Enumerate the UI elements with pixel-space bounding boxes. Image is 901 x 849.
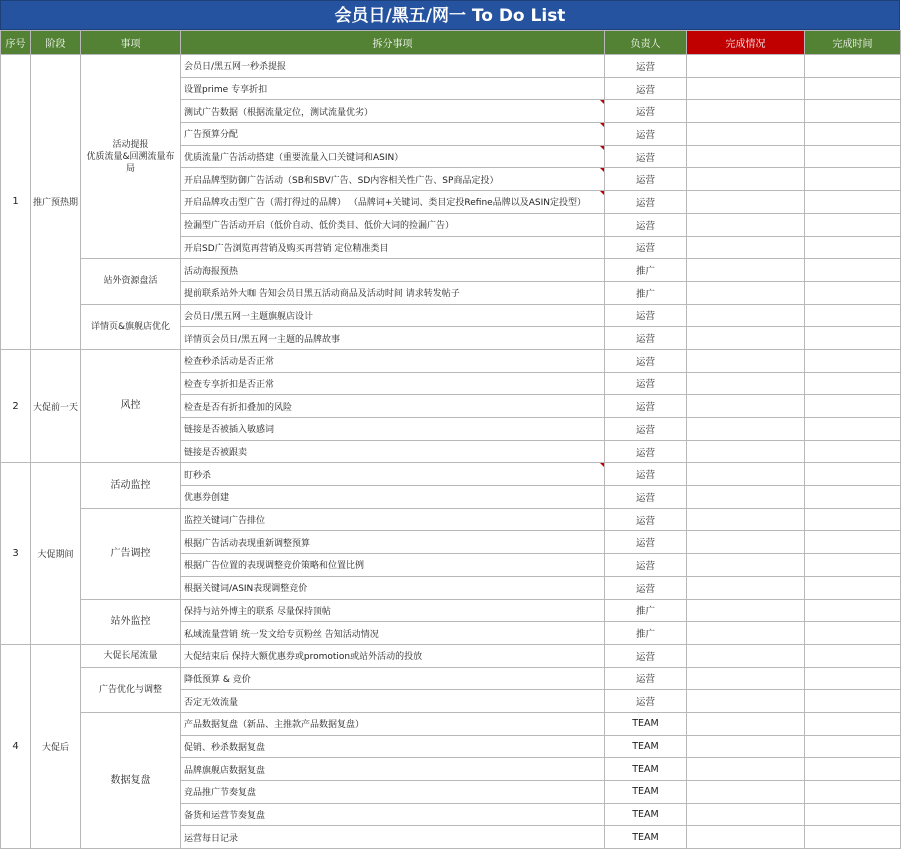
- task-owner[interactable]: 运营: [605, 236, 687, 259]
- task-owner[interactable]: 运营: [605, 349, 687, 372]
- task-owner[interactable]: 运营: [605, 304, 687, 327]
- status-cell[interactable]: [687, 168, 805, 191]
- status-cell[interactable]: [687, 826, 805, 849]
- task-text[interactable]: 开启品牌型防御广告活动（SB和SBV广告、SD内容相关性广告、SP商品定投）: [181, 168, 605, 191]
- status-cell[interactable]: [687, 123, 805, 146]
- table-row: [1, 304, 901, 327]
- task-text[interactable]: 详情页会员日/黑五网一主题的品牌故事: [181, 327, 605, 350]
- task-owner[interactable]: 运营: [605, 486, 687, 509]
- header-time: 完成时间: [805, 31, 901, 55]
- status-cell[interactable]: [687, 349, 805, 372]
- task-text[interactable]: 根据关键词/ASIN表现调整竞价: [181, 576, 605, 599]
- task-text[interactable]: 链接是否被插入敏感词: [181, 418, 605, 441]
- status-cell[interactable]: [687, 781, 805, 804]
- status-cell[interactable]: [687, 486, 805, 509]
- table-row: [1, 644, 901, 667]
- time-cell[interactable]: [805, 440, 901, 463]
- time-cell[interactable]: [805, 168, 901, 191]
- status-cell[interactable]: [687, 531, 805, 554]
- time-cell[interactable]: [805, 826, 901, 849]
- table-row: [1, 599, 901, 622]
- time-cell[interactable]: [805, 463, 901, 486]
- status-cell[interactable]: [687, 712, 805, 735]
- status-cell[interactable]: [687, 735, 805, 758]
- task-text[interactable]: 链接是否被跟卖: [181, 440, 605, 463]
- header-item: 事项: [81, 31, 181, 55]
- time-cell[interactable]: [805, 100, 901, 123]
- time-cell[interactable]: [805, 486, 901, 509]
- table-row: [1, 259, 901, 282]
- task-owner[interactable]: 运营: [605, 145, 687, 168]
- task-owner[interactable]: 运营: [605, 576, 687, 599]
- status-cell[interactable]: [687, 259, 805, 282]
- time-cell[interactable]: [805, 622, 901, 645]
- table-row: [1, 667, 901, 690]
- task-text[interactable]: 竞品推广节奏复盘: [181, 781, 605, 804]
- status-cell[interactable]: [687, 418, 805, 441]
- status-cell[interactable]: [687, 327, 805, 350]
- status-cell[interactable]: [687, 236, 805, 259]
- task-owner[interactable]: TEAM: [605, 735, 687, 758]
- task-owner[interactable]: 运营: [605, 372, 687, 395]
- stage-name: 推广预热期: [31, 55, 81, 350]
- time-cell[interactable]: [805, 418, 901, 441]
- time-cell[interactable]: [805, 781, 901, 804]
- header-status: 完成情况: [687, 31, 805, 55]
- item-name: 广告优化与调整: [81, 667, 181, 712]
- time-cell[interactable]: [805, 213, 901, 236]
- status-cell[interactable]: [687, 440, 805, 463]
- item-name: 数据复盘: [81, 712, 181, 848]
- task-text[interactable]: 捡漏型广告活动开启（低价自动、低价类目、低价大词的捡漏广告）: [181, 213, 605, 236]
- time-cell[interactable]: [805, 55, 901, 78]
- task-text[interactable]: 活动海报预热: [181, 259, 605, 282]
- status-cell[interactable]: [687, 145, 805, 168]
- task-owner[interactable]: 推广: [605, 599, 687, 622]
- task-owner[interactable]: 运营: [605, 77, 687, 100]
- task-text[interactable]: 会员日/黑五网一秒杀提报: [181, 55, 605, 78]
- sheet-title: 会员日/黑五/网一 To Do List: [0, 0, 900, 30]
- task-owner[interactable]: 运营: [605, 327, 687, 350]
- task-owner[interactable]: 运营: [605, 463, 687, 486]
- task-owner[interactable]: 推广: [605, 622, 687, 645]
- stage-name: 大促前一天: [31, 349, 81, 462]
- time-cell[interactable]: [805, 508, 901, 531]
- task-owner[interactable]: 运营: [605, 531, 687, 554]
- time-cell[interactable]: [805, 123, 901, 146]
- task-owner[interactable]: TEAM: [605, 758, 687, 781]
- task-text[interactable]: 会员日/黑五网一主题旗舰店设计: [181, 304, 605, 327]
- item-name: 活动监控: [81, 463, 181, 508]
- task-owner[interactable]: 运营: [605, 418, 687, 441]
- task-text[interactable]: 根据广告位置的表现调整竞价策略和位置比例: [181, 554, 605, 577]
- time-cell[interactable]: [805, 803, 901, 826]
- task-owner[interactable]: 运营: [605, 395, 687, 418]
- status-cell[interactable]: [687, 395, 805, 418]
- status-cell[interactable]: [687, 758, 805, 781]
- time-cell[interactable]: [805, 554, 901, 577]
- task-text[interactable]: 检查专享折扣是否正常: [181, 372, 605, 395]
- stage-name: 大促期间: [31, 463, 81, 645]
- table-row: [1, 349, 901, 372]
- time-cell[interactable]: [805, 236, 901, 259]
- task-text[interactable]: 测试广告数据（根据流量定位，测试流量优劣）: [181, 100, 605, 123]
- task-text[interactable]: 盯秒杀: [181, 463, 605, 486]
- stage-number: 4: [1, 644, 31, 848]
- task-text[interactable]: 优惠券创建: [181, 486, 605, 509]
- stage-name: 大促后: [31, 644, 81, 848]
- stage-number: 2: [1, 349, 31, 462]
- task-text[interactable]: 设置prime 专享折扣: [181, 77, 605, 100]
- status-cell[interactable]: [687, 576, 805, 599]
- time-cell[interactable]: [805, 77, 901, 100]
- time-cell[interactable]: [805, 667, 901, 690]
- time-cell[interactable]: [805, 599, 901, 622]
- task-text[interactable]: 根据广告活动表现重新调整预算: [181, 531, 605, 554]
- status-cell[interactable]: [687, 304, 805, 327]
- task-owner[interactable]: 运营: [605, 55, 687, 78]
- task-text[interactable]: 提前联系站外大咖 告知会员日黑五活动商品及活动时间 请求转发帖子: [181, 281, 605, 304]
- item-name: 大促长尾流量: [81, 644, 181, 667]
- status-cell[interactable]: [687, 55, 805, 78]
- task-owner[interactable]: TEAM: [605, 803, 687, 826]
- header-row: [1, 31, 901, 55]
- header-owner: 负责人: [605, 31, 687, 55]
- task-text[interactable]: 促销、秒杀数据复盘: [181, 735, 605, 758]
- table-row: [1, 463, 901, 486]
- task-text[interactable]: 优质流量广告活动搭建（重要流量入口关键词和ASIN）: [181, 145, 605, 168]
- time-cell[interactable]: [805, 259, 901, 282]
- time-cell[interactable]: [805, 735, 901, 758]
- task-text[interactable]: 广告预算分配: [181, 123, 605, 146]
- status-cell[interactable]: [687, 803, 805, 826]
- task-text[interactable]: 开启品牌攻击型广告（需打得过的品牌） （品牌词+关键词、类目定投Refine品牌以及ASIN定投型）: [181, 191, 605, 214]
- status-cell[interactable]: [687, 554, 805, 577]
- header-stage: 阶段: [31, 31, 81, 55]
- task-text[interactable]: 保持与站外博主的联系 尽量保持顶帖: [181, 599, 605, 622]
- header-no: 序号: [1, 31, 31, 55]
- item-name: 站外资源盘活: [81, 259, 181, 304]
- status-cell[interactable]: [687, 463, 805, 486]
- task-owner[interactable]: TEAM: [605, 781, 687, 804]
- item-name: 站外监控: [81, 599, 181, 644]
- task-text[interactable]: 运营每日记录: [181, 826, 605, 849]
- table-row: [1, 508, 901, 531]
- task-text[interactable]: 检查是否有折扣叠加的风险: [181, 395, 605, 418]
- task-owner[interactable]: 推广: [605, 281, 687, 304]
- time-cell[interactable]: [805, 145, 901, 168]
- status-cell[interactable]: [687, 690, 805, 713]
- status-cell[interactable]: [687, 77, 805, 100]
- task-owner[interactable]: 运营: [605, 191, 687, 214]
- status-cell[interactable]: [687, 622, 805, 645]
- task-text[interactable]: 备货和运营节奏复盘: [181, 803, 605, 826]
- status-cell[interactable]: [687, 508, 805, 531]
- status-cell[interactable]: [687, 100, 805, 123]
- task-text[interactable]: 检查秒杀活动是否正常: [181, 349, 605, 372]
- time-cell[interactable]: [805, 576, 901, 599]
- item-name: 广告调控: [81, 508, 181, 599]
- status-cell[interactable]: [687, 667, 805, 690]
- task-owner[interactable]: 运营: [605, 508, 687, 531]
- item-name: 活动提报 优质流量&回溯流量布局: [81, 55, 181, 259]
- task-owner[interactable]: 推广: [605, 259, 687, 282]
- table-body: [1, 55, 901, 849]
- status-cell[interactable]: [687, 599, 805, 622]
- time-cell[interactable]: [805, 372, 901, 395]
- header-task: 拆分事项: [181, 31, 605, 55]
- time-cell[interactable]: [805, 191, 901, 214]
- task-owner[interactable]: TEAM: [605, 712, 687, 735]
- time-cell[interactable]: [805, 395, 901, 418]
- task-owner[interactable]: 运营: [605, 100, 687, 123]
- task-text[interactable]: 监控关键词广告排位: [181, 508, 605, 531]
- task-owner[interactable]: TEAM: [605, 826, 687, 849]
- time-cell[interactable]: [805, 327, 901, 350]
- task-owner[interactable]: 运营: [605, 440, 687, 463]
- stage-number: 3: [1, 463, 31, 645]
- stage-number: 1: [1, 55, 31, 350]
- table-row: [1, 712, 901, 735]
- task-text[interactable]: 私域流量营销 统一发文给专页粉丝 告知活动情况: [181, 622, 605, 645]
- task-owner[interactable]: 运营: [605, 554, 687, 577]
- time-cell[interactable]: [805, 644, 901, 667]
- task-owner[interactable]: 运营: [605, 168, 687, 191]
- table-row: [1, 55, 901, 78]
- task-text[interactable]: 否定无效流量: [181, 690, 605, 713]
- task-owner[interactable]: 运营: [605, 644, 687, 667]
- time-cell[interactable]: [805, 712, 901, 735]
- task-text[interactable]: 大促结束后 保持大额优惠券或promotion或站外活动的投放: [181, 644, 605, 667]
- task-text[interactable]: 品牌旗舰店数据复盘: [181, 758, 605, 781]
- task-owner[interactable]: 运营: [605, 123, 687, 146]
- status-cell[interactable]: [687, 191, 805, 214]
- time-cell[interactable]: [805, 531, 901, 554]
- status-cell[interactable]: [687, 281, 805, 304]
- item-name: 详情页&旗舰店优化: [81, 304, 181, 349]
- time-cell[interactable]: [805, 349, 901, 372]
- task-text[interactable]: 产品数据复盘（新品、主推款产品数据复盘）: [181, 712, 605, 735]
- task-text[interactable]: 降低预算 & 竞价: [181, 667, 605, 690]
- status-cell[interactable]: [687, 372, 805, 395]
- task-owner[interactable]: 运营: [605, 690, 687, 713]
- status-cell[interactable]: [687, 644, 805, 667]
- todo-table: [0, 30, 901, 849]
- task-owner[interactable]: 运营: [605, 213, 687, 236]
- time-cell[interactable]: [805, 281, 901, 304]
- time-cell[interactable]: [805, 690, 901, 713]
- item-name: 风控: [81, 349, 181, 462]
- time-cell[interactable]: [805, 304, 901, 327]
- task-text[interactable]: 开启SD广告浏览再营销及购买再营销 定位精准类目: [181, 236, 605, 259]
- status-cell[interactable]: [687, 213, 805, 236]
- task-owner[interactable]: 运营: [605, 667, 687, 690]
- time-cell[interactable]: [805, 758, 901, 781]
